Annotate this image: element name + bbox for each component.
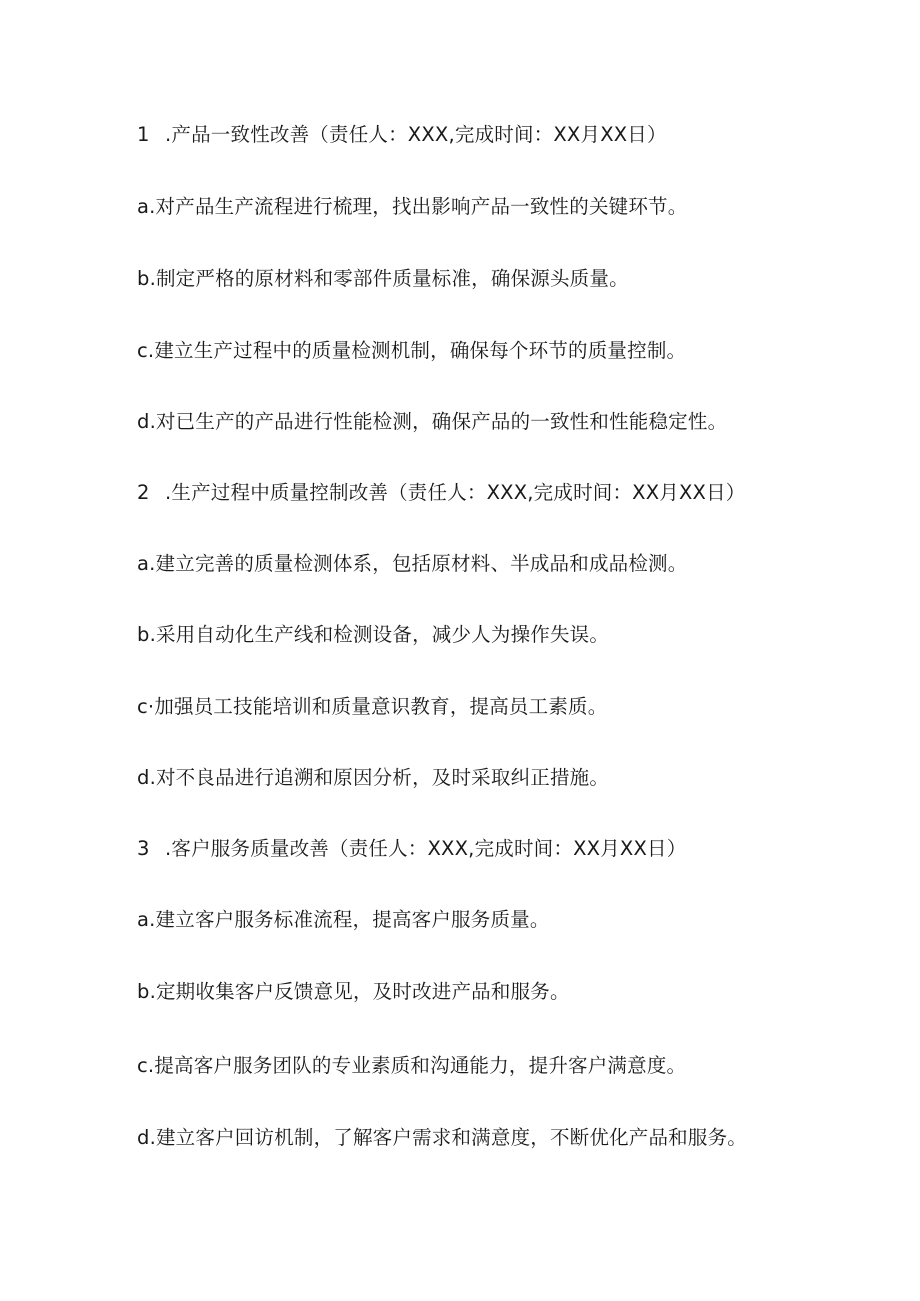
section-title: .生产过程中质量控制改善（责任人：XXX,完成时间：XX月XX日）	[165, 481, 746, 504]
list-item: a.建立客户服务标准流程，提高客户服务质量。	[137, 908, 550, 931]
list-item: c·加强员工技能培训和质量意识教育，提高员工素质。	[137, 695, 608, 718]
section-heading-3	[137, 836, 686, 862]
list-item: c.提高客户服务团队的专业素质和沟通能力，提升客户满意度。	[137, 1054, 687, 1077]
list-item: a.建立完善的质量检测体系，包括原材料、半成品和成品检测。	[137, 552, 688, 575]
section-number: 2	[137, 481, 150, 504]
section-number: 1	[137, 123, 150, 146]
list-item: b.制定严格的原材料和零部件质量标准，确保源头质量。	[137, 267, 629, 290]
section-heading-1	[137, 122, 667, 148]
list-item: c.建立生产过程中的质量检测机制，确保每个环节的质量控制。	[137, 339, 687, 362]
list-item: d.对不良品进行追溯和原因分析，及时采取纠正措施。	[137, 766, 610, 789]
list-item: a.对产品生产流程进行梳理，找出影响产品一致性的关键环节。	[137, 195, 688, 218]
list-item: b.采用自动化生产线和检测设备，减少人为操作失误。	[137, 623, 610, 646]
section-number: 3	[137, 837, 150, 860]
list-item: d.建立客户回访机制，了解客户需求和满意度，不断优化产品和服务。	[137, 1126, 747, 1149]
section-heading-2	[137, 480, 746, 506]
section-title: .客户服务质量改善（责任人：XXX,完成时间：XX月XX日）	[165, 837, 687, 860]
list-item: b.定期收集客户反馈意见，及时改进产品和服务。	[137, 980, 570, 1003]
list-item: d.对已生产的产品进行性能检测，确保产品的一致性和性能稳定性。	[137, 410, 728, 433]
section-title: .产品一致性改善（责任人：XXX,完成时间：XX月XX日）	[165, 123, 667, 146]
